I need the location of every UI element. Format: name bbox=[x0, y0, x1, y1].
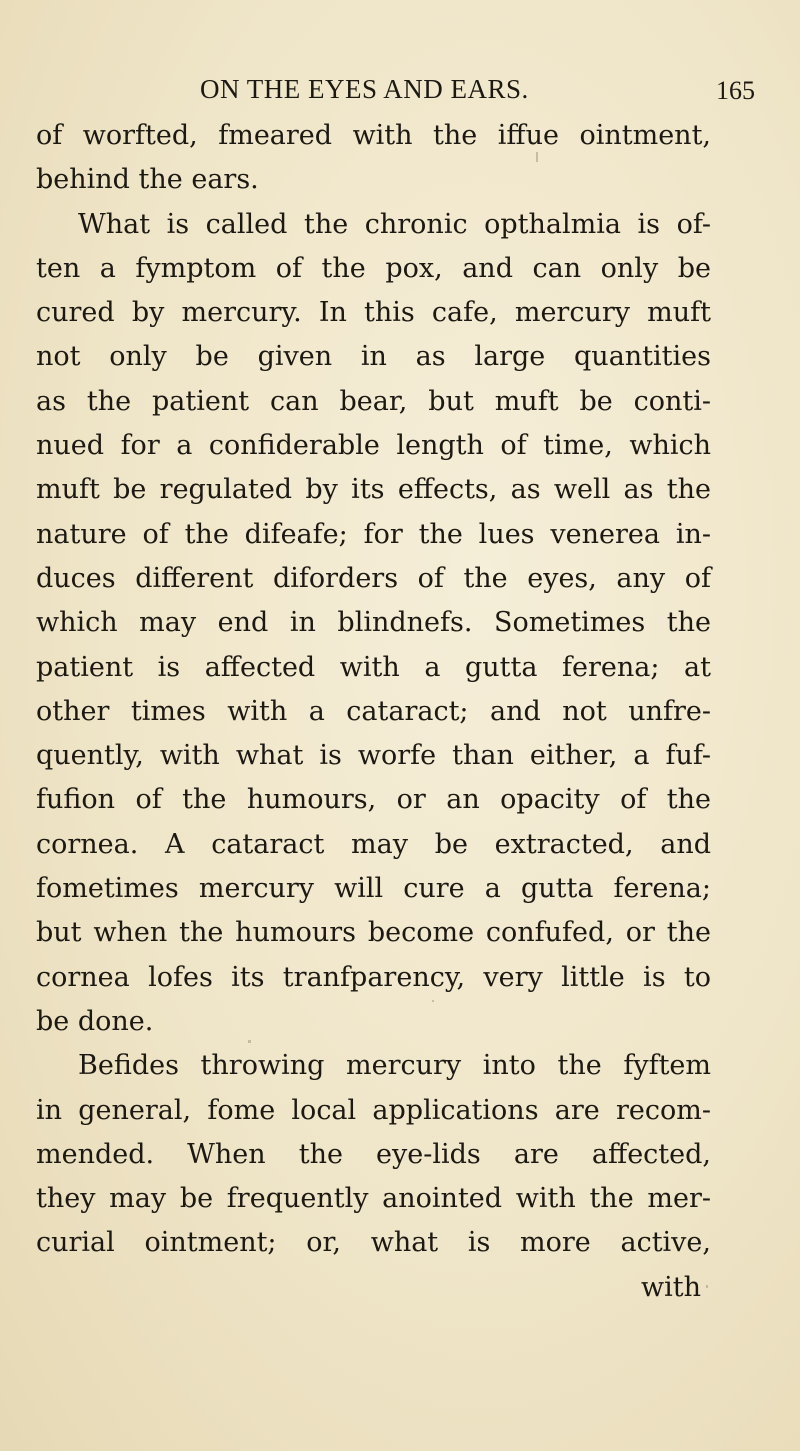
text-line: duces different diforders of the eyes, any of bbox=[36, 562, 711, 594]
paragraph-start-line: Befides throwing mercury into the fyftem bbox=[78, 1050, 711, 1082]
text-line: but when the humours become confufed, or the bbox=[36, 917, 711, 949]
text-line: of worfted, fmeared with the iffue ointment, bbox=[36, 120, 711, 151]
text-line: patient is affected with a gutta ferena; at bbox=[36, 651, 711, 683]
text-line: mended. When the eye-lids are affected, bbox=[36, 1138, 711, 1170]
catchword: with bbox=[641, 1271, 701, 1303]
text-line: ten a fymptom of the pox, and can only be bbox=[36, 252, 711, 284]
text-line: as the patient can bear, but muft be conti- bbox=[36, 385, 711, 417]
text-line: in general, fome local applications are recom- bbox=[36, 1094, 711, 1126]
page-number: 165 bbox=[716, 76, 755, 105]
text-line: quently, with what is worfe than either, a fuf- bbox=[36, 740, 711, 772]
text-line: curial ointment; or, what is more active, bbox=[36, 1227, 711, 1259]
running-title: ON THE EYES AND EARS. bbox=[200, 74, 529, 104]
paragraph-start-line: What is called the chronic opthalmia is of- bbox=[78, 208, 711, 240]
text-line: cornea. A cataract may be extracted, and bbox=[36, 828, 711, 860]
text-line: not only be given in as large quantities bbox=[36, 341, 711, 373]
running-head bbox=[0, 74, 800, 114]
paper-speck bbox=[536, 152, 538, 162]
text-line: fufion of the humours, or an opacity of the bbox=[36, 784, 711, 816]
text-line: behind the ears. bbox=[36, 164, 259, 196]
text-line: be done. bbox=[36, 1005, 154, 1037]
text-line: fometimes mercury will cure a gutta ferena; bbox=[36, 873, 711, 905]
text-line: other times with a cataract; and not unfre- bbox=[36, 695, 711, 727]
paper-speck bbox=[706, 1285, 708, 1288]
text-line: cornea lofes its tranfparency, very little is to bbox=[36, 961, 711, 993]
text-line: which may end in blindnefs. Sometimes the bbox=[36, 607, 711, 639]
text-line: cured by mercury. In this cafe, mercury muft bbox=[36, 297, 711, 329]
text-line: muft be regulated by its effects, as well as the bbox=[36, 474, 711, 506]
paper-speck bbox=[248, 1040, 251, 1043]
text-line: nued for a confiderable length of time, which bbox=[36, 430, 711, 462]
paper-speck bbox=[432, 1000, 434, 1002]
text-line: nature of the difeafe; for the lues venerea in- bbox=[36, 518, 711, 550]
text-line: they may be frequently anointed with the mer- bbox=[36, 1183, 711, 1215]
body-text bbox=[36, 114, 711, 1310]
